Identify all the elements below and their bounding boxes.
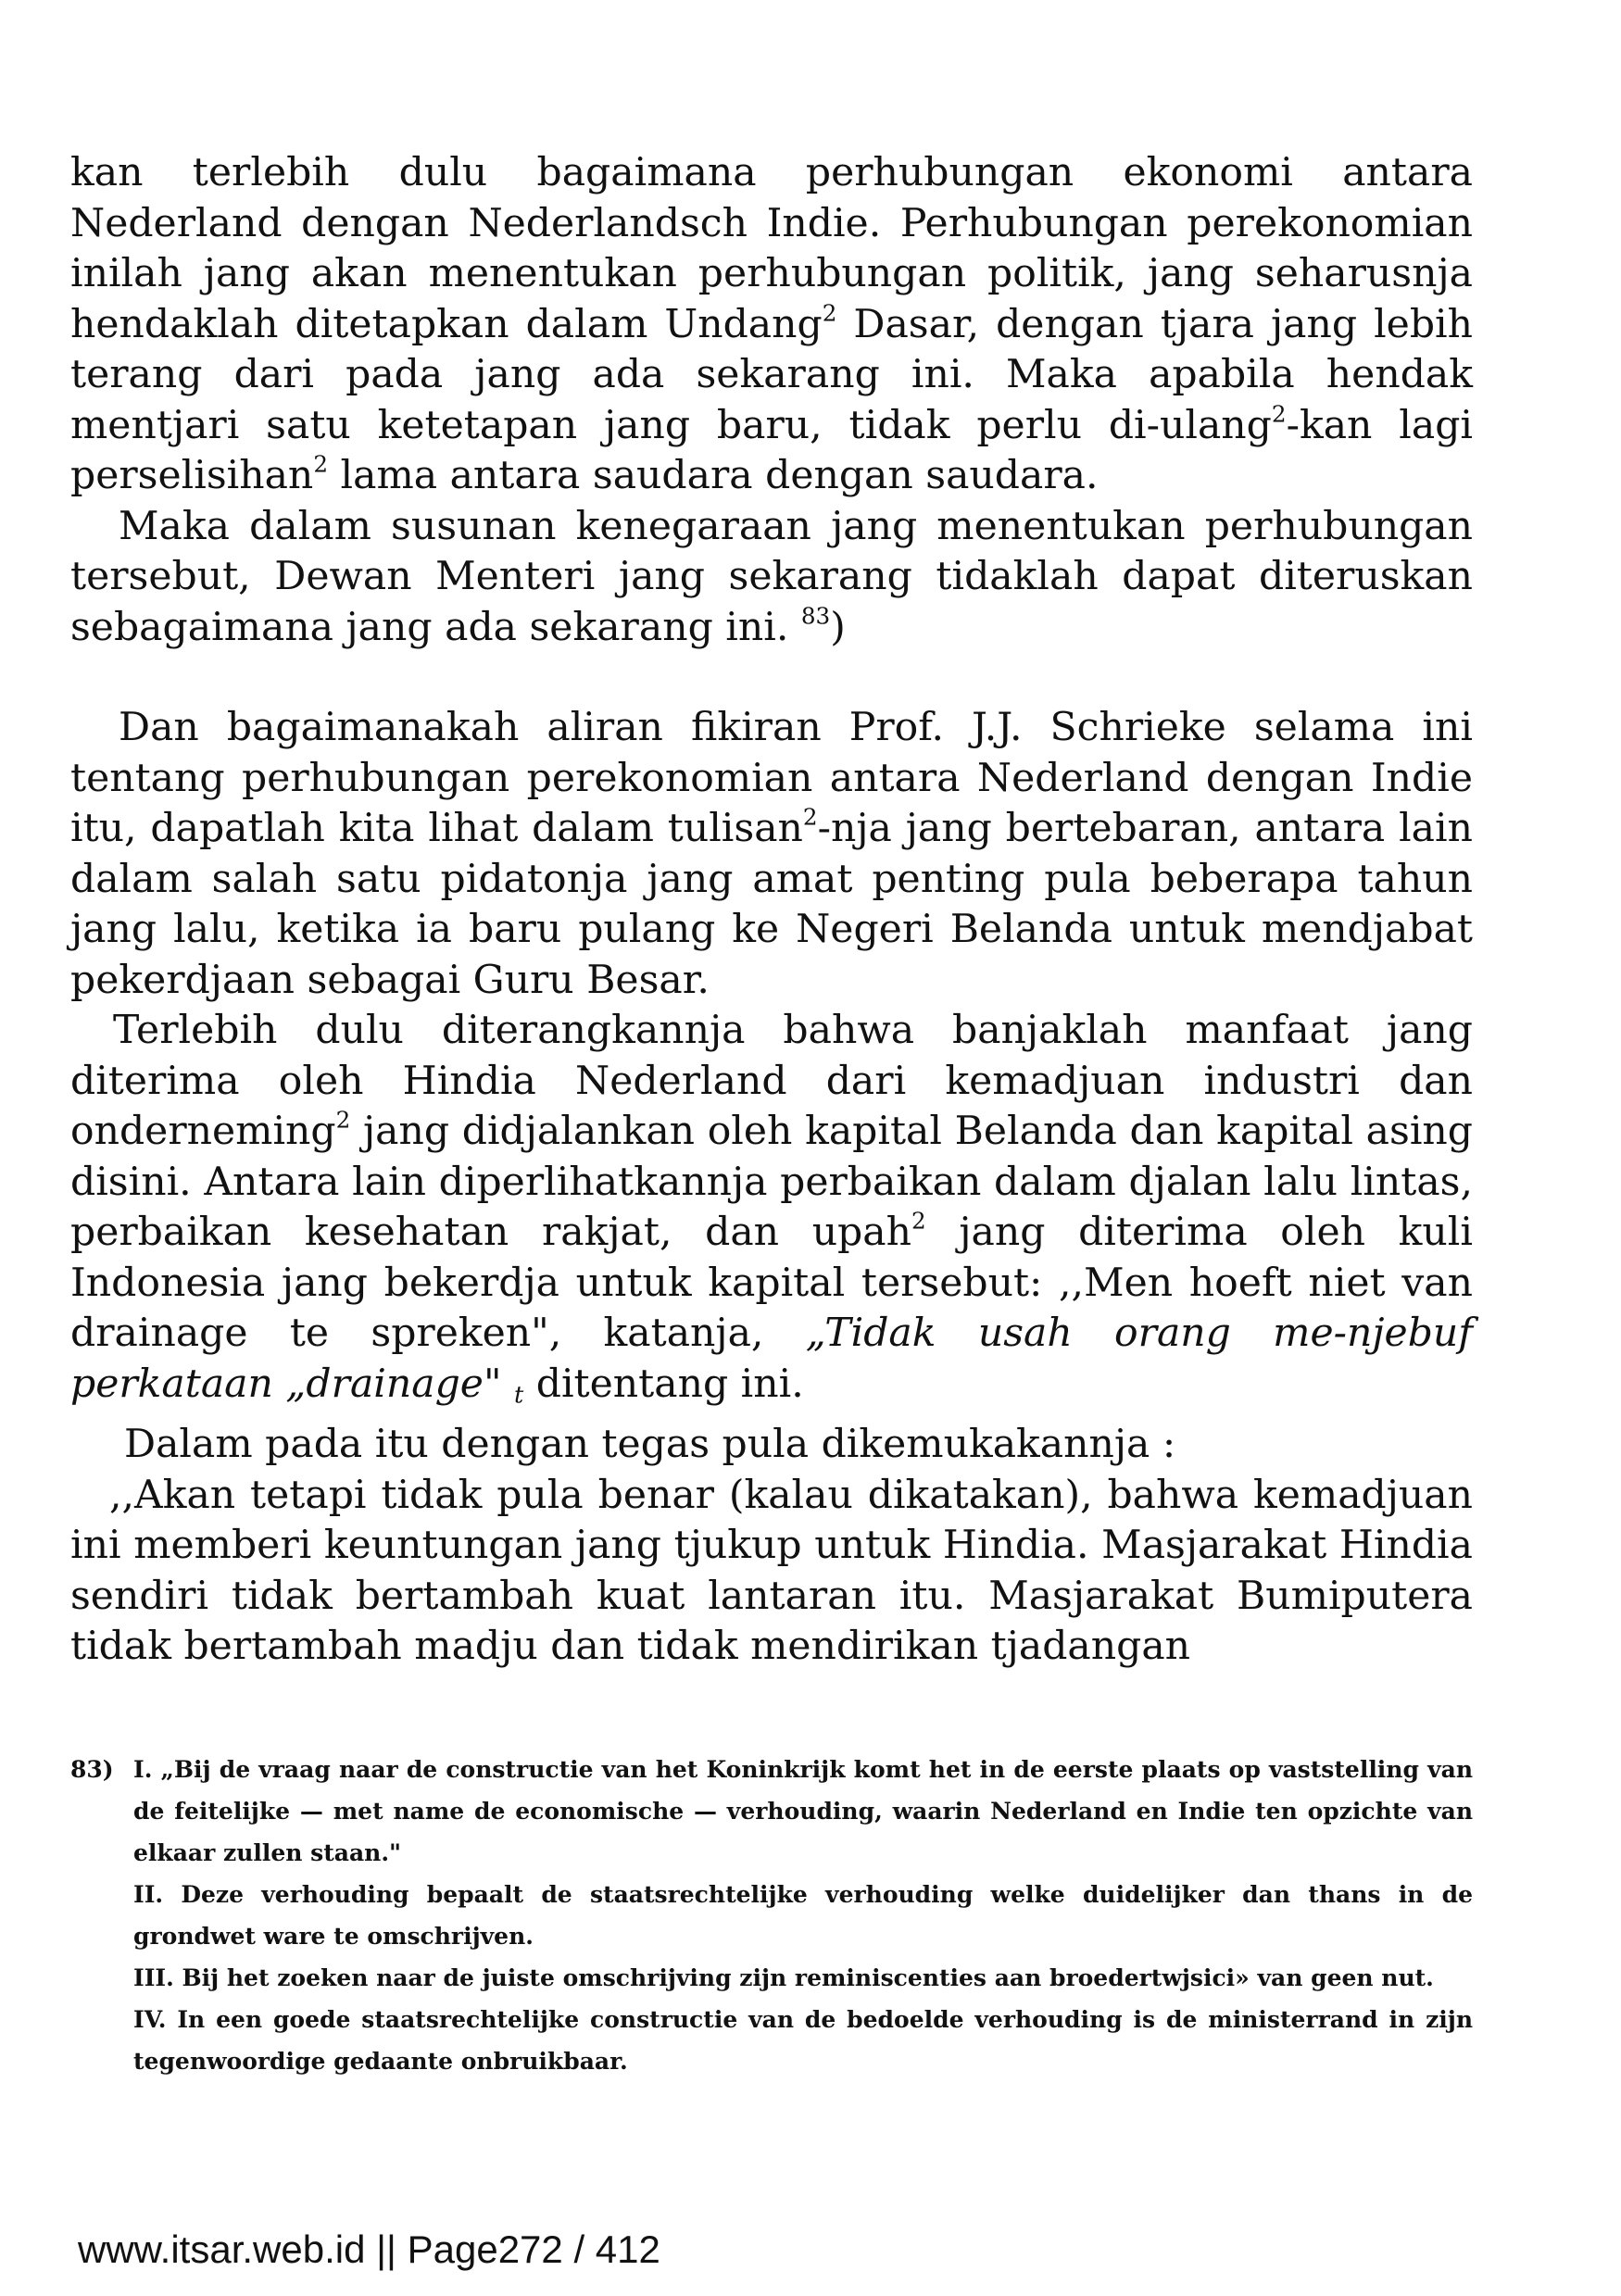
paragraph-6 xyxy=(70,1471,1473,1673)
paragraph-6-text: ,,Akan tetapi tidak pula benar (kalau dikatakan), bahwa kemadjuan ini memberi keuntungan jang tjukup untuk Hindia. Masjarakat Hindia sendiri tidak bertambah kuat lantaran itu. Masjarakat Bumiputera tidak bertambah madju dan tidak mendirikan tjadangan xyxy=(70,1472,1473,1670)
paragraph-4-text-f: ditentang ini. xyxy=(523,1361,804,1407)
paragraph-4-italic-quote: „Tidak usah orang me-njebuf perkataan „drainage" xyxy=(70,1311,1473,1407)
paragraph-1-text-b: Dasar, dengan tjara jang lebih terang dari pada jang ada sekarang ini. Maka apabila hendak mentjari satu ketetapan jang baru, tidak perlu di-ulang xyxy=(70,301,1473,448)
paragraph-4 xyxy=(70,1006,1473,1420)
page-footer: www.itsar.web.id || Page272 / 412 xyxy=(78,2227,660,2271)
paragraph-5 xyxy=(70,1420,1473,1471)
paragraph-1-text-a: kan terlebih dulu bagaimana perhubungan ekonomi antara Nederland dengan Nederlandsch Indie. Perhubungan perekonomian inilah jang akan menentukan perhubungan politik, jang seharusnja hendaklah ditetapkan dalam Undang xyxy=(70,150,1473,347)
paragraph-4-text-b: jang didjalankan oleh kapital Belanda dan kapital asing disini. Antara lain diperlihatkannja perbaikan dalam djalan lalu lintas, perbaikan kesehatan rakjat, dan upah xyxy=(70,1109,1473,1255)
paragraph-3-text-b: -nja jang bertebaran, antara lain dalam salah satu pidatonja jang amat penting pula beberapa tahun jang lalu, ketika ia baru pulang ke Negeri Belanda untuk mendjabat pekerdjaan sebagai Guru Besar. xyxy=(70,806,1473,1003)
paragraph-4-subscript: t xyxy=(514,1380,524,1409)
footnote-item: I. „Bij de vraag naar de constructie van het Koninkrijk komt het in de eerste plaats op vaststelling van de feitelijke — met name de economische — verhouding, waarin Nederland en Indie ten opzichte van elkaar zullen staan." xyxy=(133,1756,1473,1866)
footnote-number: 83) xyxy=(70,1756,114,1783)
paragraph-2-text-b: ) xyxy=(830,604,846,650)
superscript-2: 2 xyxy=(802,803,818,831)
paragraph-3 xyxy=(70,703,1473,1006)
paragraph-4-text-a: Terlebih dulu diterangkannja bahwa banjaklah manfaat jang diterima oleh Hindia Nederland dari kemadjuan industri dan onderneming xyxy=(70,1008,1473,1154)
paragraph-3-text-a: Dan bagaimanakah aliran fikiran Prof. J.J. Schrieke selama ini tentang perhubungan perekonomian antara Nederland dengan Indie itu, dapatlah kita lihat dalam tulisan xyxy=(70,705,1473,851)
superscript-2: 2 xyxy=(335,1106,351,1134)
paragraph-2-text-a: Maka dalam susunan kenegaraan jang menentukan perhubungan tersebut, Dewan Menteri jang sekarang tidaklah dapat diteruskan sebagaimana jang ada sekarang ini. xyxy=(70,503,1473,650)
paragraph-1 xyxy=(70,148,1473,502)
footnote-item: II. Deze verhouding bepaalt de staatsrechtelijke verhouding welke duidelijker dan thans in de grondwet ware te omschrijven. xyxy=(133,1881,1473,1950)
paragraph-5-text: Dalam pada itu dengan tegas pula dikemukakannja : xyxy=(124,1422,1176,1468)
footnote-reference: 83 xyxy=(800,601,831,629)
paragraph-1-text-c: -kan lagi perselisihan xyxy=(70,402,1473,498)
superscript-2: 2 xyxy=(822,298,837,326)
footnote-item: IV. In een goede staatsrechtelijke constructie van de bedoelde verhouding is de ministerrand in zijn tegenwoordige gedaante onbruikbaar. xyxy=(133,2006,1473,2075)
paragraph-4-text-c: jang diterima oleh kuli Indonesia jang bekerdja untuk kapital tersebut: ,,Men hoeft niet van drainage te spreken", katanja, xyxy=(70,1210,1473,1356)
body-text xyxy=(70,148,1473,1673)
footnote-body xyxy=(133,1749,1473,2082)
footnote-item: III. Bij het zoeken naar de juiste omschrijving zijn reminiscenties aan broedertwjsici» van geen nut. xyxy=(133,1964,1434,1991)
paragraph-2 xyxy=(70,502,1473,654)
paragraph-1-text-d: lama antara saudara dengan saudara. xyxy=(328,453,1099,498)
superscript-2: 2 xyxy=(1271,399,1287,427)
superscript-2: 2 xyxy=(911,1207,926,1235)
superscript-2: 2 xyxy=(313,450,328,478)
footnote-83 xyxy=(70,1749,1473,2082)
